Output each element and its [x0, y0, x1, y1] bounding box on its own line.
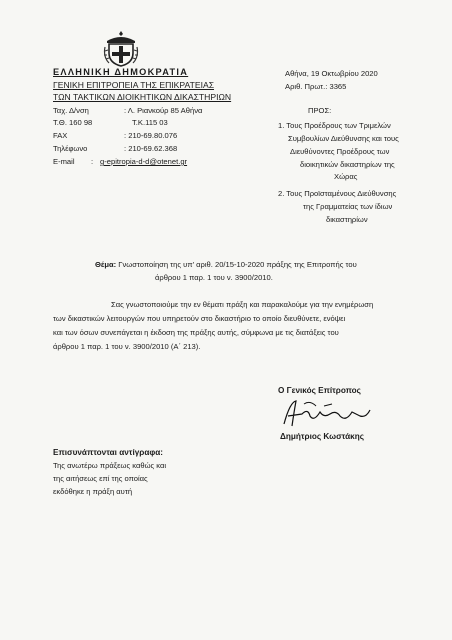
attachments-heading: Επισυνάπτονται αντίγραφα:	[53, 448, 163, 457]
body-line-3: και των όσων συνεπάγεται η έκδοση της πράξης αυτής, σύμφωνα με τις διατάξεις του	[53, 328, 339, 337]
address-value: : Λ. Ριανκούρ 85 Αθήνα	[124, 106, 203, 115]
fax-value: : 210-69.80.076	[124, 131, 178, 140]
attachments-line-3: εκδόθηκε η πράξη αυτή	[53, 487, 133, 496]
recipient-1-line-1: 1. Τους Προέδρους των Τριμελών	[278, 121, 391, 130]
recipients-heading: ΠΡΟΣ:	[308, 106, 332, 115]
recipient-1-line-3: Διευθύνοντες Προέδρους των	[290, 147, 390, 156]
body-line-2: των δικαστικών λειτουργών που υπηρετούν στο δικαστήριο το οποίο διευθύνετε, ενόψει	[53, 314, 346, 323]
recipient-2-line-1: 2. Τους Προϊσταμένους Διεύθυνσης	[278, 189, 397, 198]
protocol-line: Αριθ. Πρωτ.: 3365	[285, 82, 347, 91]
recipient-1-line-4: διοικητικών δικαστηρίων της	[300, 160, 395, 169]
greek-coat-of-arms-icon	[103, 29, 139, 67]
republic-title: ΕΛΛΗΝΙΚΗ ΔΗΜΟΚΡΑΤΙΑ	[53, 67, 189, 77]
body-line-1: Σας γνωστοποιούμε την εν θέματι πράξη και παρακαλούμε για την ενημέρωση	[111, 300, 374, 309]
phone-label: Τηλέφωνο	[53, 144, 88, 153]
email-link[interactable]: g-epitropia-d-d@otenet.gr	[100, 157, 188, 166]
tk-value: Τ.Κ.115 03	[132, 118, 168, 127]
attachments-line-1: Της ανωτέρω πράξεως καθώς και	[53, 461, 167, 470]
attachments-line-2: της αιτήσεως επί της οποίας	[53, 474, 148, 483]
fax-label: FAX	[53, 131, 68, 140]
body-line-4: άρθρου 1 παρ. 1 του ν. 3900/2010 (Α΄ 213).	[53, 342, 201, 351]
agency-name-line1: ΓΕΝΙΚΗ ΕΠΙΤΡΟΠΕΙΑ ΤΗΣ ΕΠΙΚΡΑΤΕΙΑΣ	[53, 80, 215, 90]
agency-name-line2: ΤΩΝ ΤΑΚΤΙΚΩΝ ΔΙΟΙΚΗΤΙΚΩΝ ΔΙΚΑΣΤΗΡΙΩΝ	[53, 92, 232, 102]
address-label: Ταχ. Δ/νση	[53, 106, 89, 115]
recipient-2-line-2: της Γραμματείας των ίδιων	[303, 202, 393, 211]
tk-label: Τ.Θ. 160 98	[53, 118, 93, 127]
subject-line-2: άρθρου 1 παρ. 1 του ν. 3900/2010.	[155, 273, 273, 282]
handwritten-signature	[280, 398, 374, 432]
signatory-name: Δημήτριος Κωστάκης	[280, 432, 364, 441]
recipient-1-line-2: Συμβουλίων Διεύθυνσης και τους	[288, 134, 399, 143]
signatory-title: Ο Γενικός Επίτροπος	[278, 386, 361, 395]
date-line: Αθήνα, 19 Οκτωβρίου 2020	[285, 69, 378, 78]
email-colon: :	[91, 157, 94, 166]
phone-value: : 210-69.62.368	[124, 144, 178, 153]
subject-text: Γνωστοποίηση της υπ' αριθ. 20/15-10-2020 πράξης της Επιτροπής του	[116, 260, 357, 269]
recipient-2-line-3: δικαστηρίων	[326, 215, 368, 224]
email-label: E-mail	[53, 157, 75, 166]
subject-label: Θέμα:	[95, 260, 117, 269]
subject-line-1	[95, 260, 357, 270]
recipient-1-line-5: Χώρας	[334, 172, 358, 181]
